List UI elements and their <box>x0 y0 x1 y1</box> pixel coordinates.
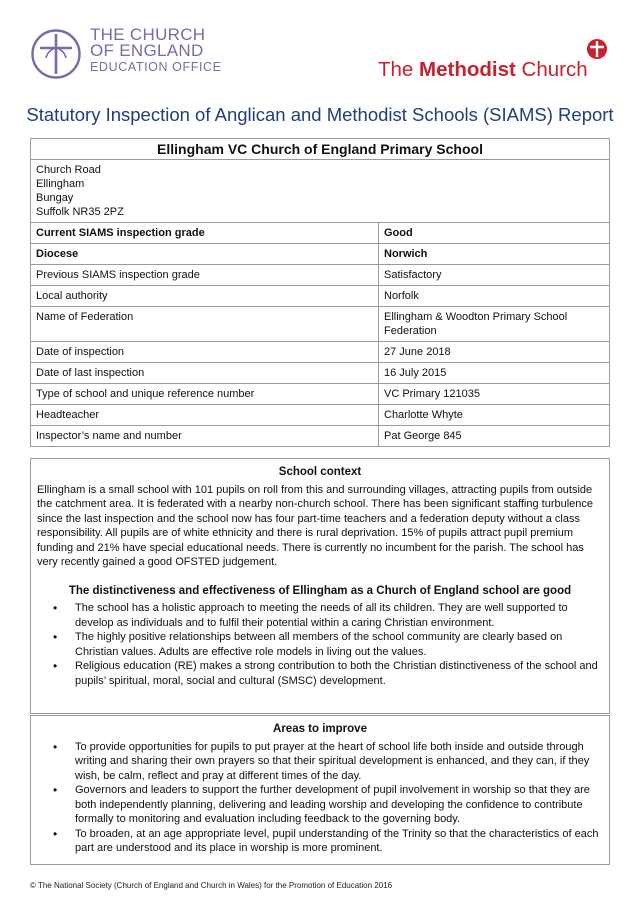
info-row <box>31 286 610 307</box>
info-value: Norfolk <box>379 286 610 307</box>
methodist-prefix: The <box>378 58 420 81</box>
school-context-text: Ellingham is a small school with 101 pupils on roll from this and surrounding villages, attracting pupils from outside the catchment area. It is federated with a nearby non-church school. There has been significant staffing turbulence since the last inspection and the school now has four part-time teachers and a federation deputy without a class responsibility. All pupils are of white ethnicity and there is rural deprivation. 15% of pupils attract pupil premium funding and 21% have special educational needs. There is currently no incumbent for the parish. The school has very recently gained a good OFSTED judgement. <box>37 483 594 568</box>
info-value: VC Primary 121035 <box>379 384 610 405</box>
address-line: Suffolk NR35 2PZ <box>36 206 124 218</box>
list-item: • To provide opportunities for pupils to put prayer at the heart of school life both inside and outside through writing and sharing their own prayers so that their spiritual development is enhanced, and they can, if they wish, be calm, reflect and pray at different times of the day. <box>75 740 601 784</box>
address-line: Ellingham <box>36 178 85 190</box>
address-line: Bungay <box>36 192 74 204</box>
info-row <box>31 426 610 447</box>
info-row <box>31 342 610 363</box>
areas-to-improve-list <box>31 740 609 856</box>
info-label: Type of school and unique reference number <box>31 384 379 405</box>
list-item: • Religious education (RE) makes a strong contribution to both the Christian distinctiveness of the school and pupils’ spiritual, moral, social and cultural (SMSC) development. <box>75 659 601 688</box>
info-value: Ellingham & Woodton Primary School Federation <box>379 307 610 342</box>
info-row <box>31 265 610 286</box>
coe-line-3: EDUCATION OFFICE <box>90 60 222 74</box>
school-name: Ellingham VC Church of England Primary School <box>31 139 610 160</box>
info-value: Satisfactory <box>379 265 610 286</box>
methodist-bold: Methodist <box>419 58 516 81</box>
info-label: Date of inspection <box>31 342 379 363</box>
list-item: • To broaden, at an age appropriate level, pupil understanding of the Trinity so that the characteristics of each part are understood and its place in worship is more prominent. <box>75 827 601 856</box>
school-info-table <box>30 138 610 447</box>
context-and-distinctiveness-box <box>30 458 610 714</box>
info-value: 16 July 2015 <box>379 363 610 384</box>
list-item: • The highly positive relationships between all members of the school community are clearly based on Christian values. Adults are effective role models in living out the values. <box>75 630 601 659</box>
info-label: Current SIAMS inspection grade <box>31 223 379 244</box>
info-value: Charlotte Whyte <box>379 405 610 426</box>
methodist-church-wordmark <box>378 58 588 82</box>
list-item: • The school has a holistic approach to meeting the needs of all its children. They are well supported to develop as individuals and to fulfil their potential within a caring Christian environment. <box>75 601 601 630</box>
address-row <box>31 160 610 223</box>
info-row <box>31 307 610 342</box>
distinctiveness-heading: The distinctiveness and effectiveness of Ellingham as a Church of England school are good <box>68 584 572 597</box>
info-label: Date of last inspection <box>31 363 379 384</box>
info-label: Headteacher <box>31 405 379 426</box>
church-of-england-wordmark <box>90 27 222 75</box>
school-context-heading: School context <box>278 466 362 478</box>
coe-line-1: THE CHURCH <box>90 25 206 44</box>
school-address <box>31 160 610 223</box>
distinctiveness-list <box>31 601 609 688</box>
info-value: Pat George 845 <box>379 426 610 447</box>
church-of-england-logo-icon <box>30 28 82 80</box>
page-header <box>0 0 640 95</box>
info-label: Local authority <box>31 286 379 307</box>
info-row <box>31 363 610 384</box>
info-row <box>31 405 610 426</box>
info-row <box>31 223 610 244</box>
report-title: Statutory Inspection of Anglican and Methodist Schools (SIAMS) Report <box>26 104 614 125</box>
school-name-row <box>31 139 610 160</box>
methodist-cross-icon <box>586 38 608 60</box>
info-row <box>31 244 610 265</box>
info-label: Diocese <box>31 244 379 265</box>
info-value: Norwich <box>379 244 610 265</box>
areas-to-improve-heading: Areas to improve <box>273 723 367 735</box>
methodist-suffix: Church <box>515 58 588 81</box>
coe-line-2: OF ENGLAND <box>90 41 204 60</box>
info-label: Name of Federation <box>31 307 379 342</box>
info-label: Previous SIAMS inspection grade <box>31 265 379 286</box>
address-line: Church Road <box>36 164 101 176</box>
info-row <box>31 384 610 405</box>
info-value: Good <box>379 223 610 244</box>
areas-to-improve-box <box>30 715 610 865</box>
list-item: • Governors and leaders to support the further development of pupil involvement in worship so that they are both independently planning, delivering and leading worship and developing the confidence to contribute formally to monitoring and evaluation including feedback to the governing body. <box>75 783 601 827</box>
info-value: 27 June 2018 <box>379 342 610 363</box>
copyright-footer: © The National Society (Church of England and Church in Wales) for the Promotion of Education 2016 <box>30 881 393 890</box>
info-label: Inspector’s name and number <box>31 426 379 447</box>
